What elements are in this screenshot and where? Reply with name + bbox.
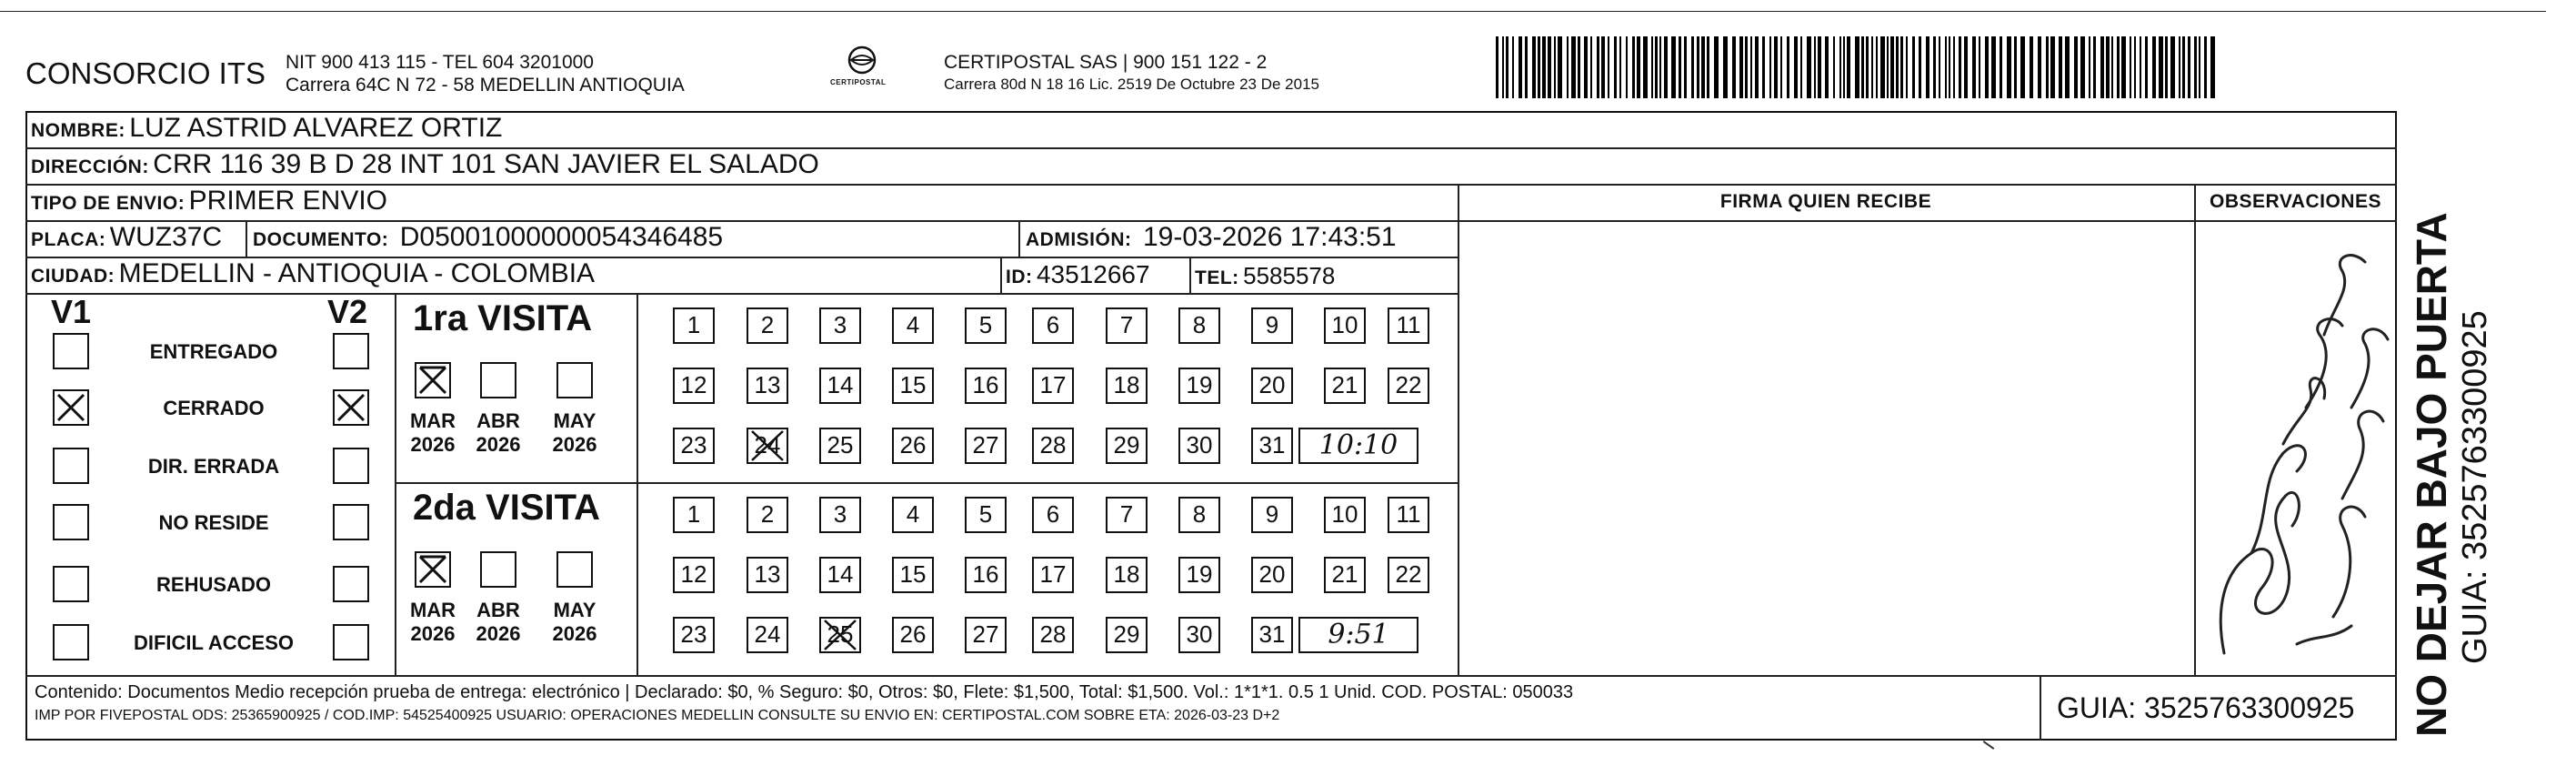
visit-title: 1ra VISITA bbox=[413, 298, 593, 338]
day-box[interactable] bbox=[1251, 368, 1293, 404]
day-number: 11 bbox=[1396, 311, 1421, 338]
day-number: 18 bbox=[1113, 560, 1140, 588]
admision-label: ADMISIÓN: bbox=[1026, 229, 1132, 250]
day-number: 6 bbox=[1046, 311, 1060, 338]
day-box[interactable] bbox=[747, 617, 788, 653]
v2-checkbox[interactable] bbox=[333, 566, 369, 602]
day-number: 19 bbox=[1186, 371, 1213, 398]
tel-div bbox=[1189, 257, 1191, 293]
nombre-label: NOMBRE: bbox=[31, 120, 125, 141]
day-number: 4 bbox=[906, 500, 920, 528]
day-number: 16 bbox=[972, 560, 999, 588]
month-checkbox[interactable] bbox=[415, 362, 451, 398]
day-box[interactable] bbox=[747, 557, 788, 593]
day-box[interactable] bbox=[1032, 368, 1074, 404]
day-number: 11 bbox=[1396, 500, 1421, 528]
x-mark-icon bbox=[416, 364, 449, 397]
placa-value: WUZ37C bbox=[109, 222, 223, 252]
month-checkbox[interactable] bbox=[556, 551, 593, 588]
ciudad-value: MEDELLIN - ANTIOQUIA - COLOMBIA bbox=[118, 258, 596, 288]
month-label bbox=[467, 409, 529, 457]
day-box[interactable] bbox=[965, 307, 1007, 344]
month-checkbox[interactable] bbox=[556, 362, 593, 398]
day-number: 31 bbox=[1258, 431, 1286, 459]
month-checkbox[interactable] bbox=[415, 551, 451, 588]
documento-row bbox=[253, 222, 723, 253]
day-box[interactable] bbox=[1032, 428, 1074, 464]
v1-checkbox[interactable] bbox=[53, 624, 89, 660]
day-number: 1 bbox=[687, 500, 701, 528]
firma-label: FIRMA QUIEN RECIBE bbox=[1719, 191, 1932, 212]
month-name: ABR bbox=[476, 409, 520, 432]
day-number: 20 bbox=[1258, 560, 1286, 588]
v2-checkbox[interactable] bbox=[333, 333, 369, 369]
day-box[interactable] bbox=[1178, 368, 1220, 404]
direccion-value: CRR 116 39 B D 28 INT 101 SAN JAVIER EL SALADO bbox=[153, 149, 819, 179]
ciudad-row bbox=[31, 258, 595, 289]
day-box[interactable] bbox=[673, 307, 715, 344]
v2-label: V2 bbox=[327, 293, 368, 330]
x-mark-icon bbox=[55, 391, 87, 424]
day-box[interactable] bbox=[1251, 557, 1293, 593]
day-number: 14 bbox=[827, 371, 854, 398]
month-name: MAR bbox=[409, 599, 456, 621]
visit-title: 2da VISITA bbox=[413, 488, 600, 528]
day-box[interactable] bbox=[1324, 307, 1366, 344]
day-box[interactable] bbox=[892, 557, 934, 593]
day-number: 22 bbox=[1395, 371, 1422, 398]
ciudad-label: CIUDAD: bbox=[31, 266, 115, 287]
day-box[interactable] bbox=[892, 617, 934, 653]
x-mark-icon bbox=[747, 428, 788, 464]
month-name: MAY bbox=[553, 599, 596, 621]
month-year: 2026 bbox=[410, 433, 456, 456]
day-number: 31 bbox=[1258, 620, 1286, 648]
day-number: 6 bbox=[1046, 500, 1060, 528]
day-number: 9 bbox=[1265, 311, 1279, 338]
day-number: 3 bbox=[833, 311, 847, 338]
month-year: 2026 bbox=[410, 622, 456, 645]
admision-div bbox=[1018, 220, 1020, 257]
day-box[interactable] bbox=[1178, 428, 1220, 464]
day-number: 27 bbox=[972, 620, 999, 648]
id-div bbox=[1000, 257, 1002, 293]
day-box[interactable] bbox=[1178, 497, 1220, 533]
day-box[interactable] bbox=[1032, 617, 1074, 653]
day-number: 15 bbox=[899, 371, 927, 398]
day-number: 17 bbox=[1039, 560, 1067, 588]
handwritten-signature bbox=[2197, 226, 2397, 675]
day-box[interactable] bbox=[1324, 368, 1366, 404]
status-col-right bbox=[395, 293, 396, 675]
day-box[interactable] bbox=[1388, 368, 1429, 404]
day-number: 29 bbox=[1113, 620, 1140, 648]
x-mark-icon bbox=[335, 391, 367, 424]
status-label: NO RESIDE bbox=[158, 511, 269, 534]
day-number: 27 bbox=[972, 431, 999, 459]
day-number: 26 bbox=[899, 620, 927, 648]
day-number: 13 bbox=[754, 371, 781, 398]
day-box[interactable] bbox=[1251, 617, 1293, 653]
v1-label: V1 bbox=[51, 293, 92, 330]
day-number: 28 bbox=[1039, 620, 1067, 648]
visit-split bbox=[395, 482, 1458, 484]
day-number: 20 bbox=[1258, 371, 1286, 398]
day-box[interactable] bbox=[1106, 557, 1148, 593]
day-number: 24 bbox=[754, 620, 781, 648]
day-box[interactable] bbox=[673, 497, 715, 533]
month-name: MAR bbox=[409, 409, 456, 432]
tipo-row bbox=[31, 186, 387, 217]
status-label: REHUSADO bbox=[156, 573, 271, 596]
barcode-icon bbox=[1496, 36, 2223, 98]
day-number: 15 bbox=[899, 560, 927, 588]
obs-label: OBSERVACIONES bbox=[2210, 191, 2381, 212]
placa-row bbox=[31, 222, 222, 253]
certipostal-logo-text: CERTIPOSTAL bbox=[830, 78, 887, 86]
tel-value: 5585578 bbox=[1243, 262, 1336, 289]
day-box[interactable] bbox=[1106, 307, 1148, 344]
v2-checkbox[interactable] bbox=[333, 448, 369, 484]
day-box[interactable] bbox=[819, 617, 861, 653]
v1-checkbox[interactable] bbox=[53, 566, 89, 602]
certipostal-logo-icon bbox=[821, 44, 903, 98]
day-box[interactable] bbox=[892, 307, 934, 344]
day-box[interactable] bbox=[673, 557, 715, 593]
day-number: 30 bbox=[1186, 620, 1213, 648]
day-number: 14 bbox=[827, 560, 854, 588]
day-box[interactable] bbox=[1106, 368, 1148, 404]
footer-line2: IMP POR FIVEPOSTAL ODS: 25365900925 / COD.IMP: 54525400925 USUARIO: OPERACIONES MEDELLIN CONSULTE SU ENVIO EN: CERTIPOSTAL.COM SOBRE ETA: 2026-03-23 D+2 bbox=[35, 708, 1280, 723]
v1-checkbox[interactable] bbox=[53, 389, 89, 426]
status-label: DIR. ERRADA bbox=[147, 455, 280, 478]
month-checkbox[interactable] bbox=[480, 362, 516, 398]
day-box[interactable] bbox=[1032, 557, 1074, 593]
day-number: 30 bbox=[1186, 431, 1213, 459]
v1-checkbox[interactable] bbox=[53, 448, 89, 484]
day-number: 7 bbox=[1119, 500, 1134, 528]
month-label bbox=[467, 599, 529, 646]
day-number: 24 bbox=[754, 431, 781, 459]
day-number: 7 bbox=[1119, 311, 1134, 338]
month-year: 2026 bbox=[552, 622, 597, 645]
admision-value: 19-03-2026 17:43:51 bbox=[1142, 222, 1397, 252]
id-row bbox=[1006, 260, 1150, 289]
day-number: 18 bbox=[1113, 371, 1140, 398]
v2-checkbox[interactable] bbox=[333, 389, 369, 426]
day-box[interactable] bbox=[819, 497, 861, 533]
status-label: DIFICIL ACCESO bbox=[133, 631, 294, 654]
day-number: 9 bbox=[1265, 500, 1279, 528]
day-box[interactable] bbox=[747, 307, 788, 344]
day-box[interactable] bbox=[747, 497, 788, 533]
day-number: 25 bbox=[827, 431, 854, 459]
day-box[interactable] bbox=[819, 557, 861, 593]
x-mark-icon bbox=[416, 553, 449, 586]
tipo-label: TIPO DE ENVIO: bbox=[31, 193, 185, 214]
day-box[interactable] bbox=[673, 617, 715, 653]
direccion-row bbox=[31, 149, 819, 180]
day-number: 4 bbox=[906, 311, 920, 338]
day-box[interactable] bbox=[673, 428, 715, 464]
day-number: 8 bbox=[1192, 311, 1207, 338]
documento-label: DOCUMENTO: bbox=[253, 229, 389, 250]
footer-guia-div bbox=[2040, 675, 2041, 741]
nombre-row bbox=[31, 113, 502, 144]
visit-col-right bbox=[636, 293, 638, 675]
x-mark-icon bbox=[819, 617, 861, 653]
day-box[interactable] bbox=[1178, 617, 1220, 653]
company-address: Carrera 64C N 72 - 58 MEDELLIN ANTIOQUIA bbox=[286, 75, 685, 96]
day-box[interactable] bbox=[1178, 557, 1220, 593]
v1-checkbox[interactable] bbox=[53, 504, 89, 540]
month-label bbox=[544, 409, 606, 457]
firma-head-line bbox=[1458, 220, 2397, 222]
id-label: ID: bbox=[1006, 267, 1033, 287]
month-name: ABR bbox=[476, 599, 520, 621]
day-number: 21 bbox=[1331, 371, 1358, 398]
day-number: 13 bbox=[754, 560, 781, 588]
footer-guia: GUIA: 3525763300925 bbox=[2057, 691, 2355, 724]
day-number: 23 bbox=[680, 431, 707, 459]
day-box[interactable] bbox=[819, 428, 861, 464]
month-year: 2026 bbox=[476, 433, 521, 456]
time-box[interactable] bbox=[1298, 428, 1418, 464]
time-value: 10:10 bbox=[1318, 429, 1398, 461]
day-box[interactable] bbox=[1251, 497, 1293, 533]
day-number: 3 bbox=[833, 500, 847, 528]
day-box[interactable] bbox=[1178, 307, 1220, 344]
day-box[interactable] bbox=[965, 428, 1007, 464]
day-box[interactable] bbox=[965, 368, 1007, 404]
day-box[interactable] bbox=[892, 368, 934, 404]
day-box[interactable] bbox=[1388, 497, 1429, 533]
day-number: 5 bbox=[978, 311, 993, 338]
day-box[interactable] bbox=[673, 368, 715, 404]
month-year: 2026 bbox=[552, 433, 597, 456]
day-box[interactable] bbox=[1251, 307, 1293, 344]
time-box[interactable] bbox=[1298, 617, 1418, 653]
day-box[interactable] bbox=[1032, 497, 1074, 533]
placa-label: PLACA: bbox=[31, 229, 106, 250]
day-number: 21 bbox=[1331, 560, 1358, 588]
top-rule bbox=[0, 11, 2546, 12]
status-label: CERRADO bbox=[163, 397, 265, 419]
day-number: 12 bbox=[680, 560, 707, 588]
day-number: 2 bbox=[760, 500, 775, 528]
day-number: 17 bbox=[1039, 371, 1067, 398]
day-box[interactable] bbox=[965, 617, 1007, 653]
day-box[interactable] bbox=[1106, 497, 1148, 533]
day-box[interactable] bbox=[892, 497, 934, 533]
side-text bbox=[2408, 136, 2517, 737]
tel-row bbox=[1195, 262, 1335, 290]
day-number: 10 bbox=[1331, 500, 1358, 528]
scratch-mark bbox=[1983, 741, 1995, 750]
row-line-5 bbox=[25, 293, 1458, 295]
day-box[interactable] bbox=[1324, 557, 1366, 593]
day-box[interactable] bbox=[965, 497, 1007, 533]
certipostal-line1: CERTIPOSTAL SAS | 900 151 122 - 2 bbox=[944, 52, 1268, 73]
day-number: 25 bbox=[827, 620, 854, 648]
day-number: 8 bbox=[1192, 500, 1207, 528]
day-number: 28 bbox=[1039, 431, 1067, 459]
day-box[interactable] bbox=[1388, 557, 1429, 593]
tipo-value: PRIMER ENVIO bbox=[188, 186, 388, 216]
month-year: 2026 bbox=[476, 622, 521, 645]
id-value: 43512667 bbox=[1036, 260, 1150, 288]
day-box[interactable] bbox=[819, 307, 861, 344]
firma-col-left bbox=[1458, 184, 1459, 675]
tel-label: TEL: bbox=[1195, 267, 1239, 288]
company-name: CONSORCIO ITS bbox=[25, 56, 266, 90]
footer-line1: Contenido: Documentos Medio recepción prueba de entrega: electrónico | Declarado: $0, % Seguro: $0, Otros: $0, Flete: $1,500, Total: $1,500. Vol.: 1*1*1. 0.5 1 Unid. COD. POSTAL: 050033 bbox=[35, 682, 1574, 702]
side-line1: NO DEJAR BAJO PUERTA bbox=[2408, 212, 2455, 737]
day-number: 29 bbox=[1113, 431, 1140, 459]
side-line2: GUIA: 3525763300925 bbox=[2456, 310, 2494, 664]
day-number: 22 bbox=[1395, 560, 1422, 588]
day-number: 5 bbox=[978, 500, 993, 528]
month-checkbox[interactable] bbox=[480, 551, 516, 588]
barcode bbox=[1496, 36, 2223, 98]
day-box[interactable] bbox=[965, 557, 1007, 593]
day-number: 19 bbox=[1186, 560, 1213, 588]
day-box[interactable] bbox=[1388, 307, 1429, 344]
v2-checkbox[interactable] bbox=[333, 504, 369, 540]
day-box[interactable] bbox=[1106, 617, 1148, 653]
month-label bbox=[544, 599, 606, 646]
day-box[interactable] bbox=[1324, 497, 1366, 533]
day-box[interactable] bbox=[892, 428, 934, 464]
nombre-value: LUZ ASTRID ALVAREZ ORTIZ bbox=[129, 113, 503, 143]
month-name: MAY bbox=[553, 409, 596, 432]
day-box[interactable] bbox=[1251, 428, 1293, 464]
obs-col-left bbox=[2194, 184, 2196, 675]
admision-row bbox=[1026, 222, 1397, 253]
placa-div bbox=[246, 220, 247, 257]
month-label bbox=[402, 409, 464, 457]
direccion-label: DIRECCIÓN: bbox=[31, 156, 149, 177]
certipostal-line2: Carrera 80d N 18 16 Lic. 2519 De Octubre 23 De 2015 bbox=[944, 76, 1319, 93]
day-box[interactable] bbox=[1032, 307, 1074, 344]
documento-value: D05001000000054346485 bbox=[399, 222, 724, 252]
v2-checkbox[interactable] bbox=[333, 624, 369, 660]
time-value: 9:51 bbox=[1328, 619, 1389, 650]
day-number: 16 bbox=[972, 371, 999, 398]
company-nit-tel: NIT 900 413 115 - TEL 604 3201000 bbox=[286, 52, 594, 73]
day-box[interactable] bbox=[1106, 428, 1148, 464]
day-box[interactable] bbox=[747, 368, 788, 404]
day-number: 23 bbox=[680, 620, 707, 648]
day-number: 2 bbox=[760, 311, 775, 338]
status-label: ENTREGADO bbox=[149, 340, 278, 363]
day-number: 12 bbox=[680, 371, 707, 398]
day-number: 1 bbox=[687, 311, 701, 338]
day-box[interactable] bbox=[747, 428, 788, 464]
month-label bbox=[402, 599, 464, 646]
certipostal-logo bbox=[821, 44, 903, 98]
day-number: 10 bbox=[1331, 311, 1358, 338]
v1-checkbox[interactable] bbox=[53, 333, 89, 369]
day-box[interactable] bbox=[819, 368, 861, 404]
day-number: 26 bbox=[899, 431, 927, 459]
